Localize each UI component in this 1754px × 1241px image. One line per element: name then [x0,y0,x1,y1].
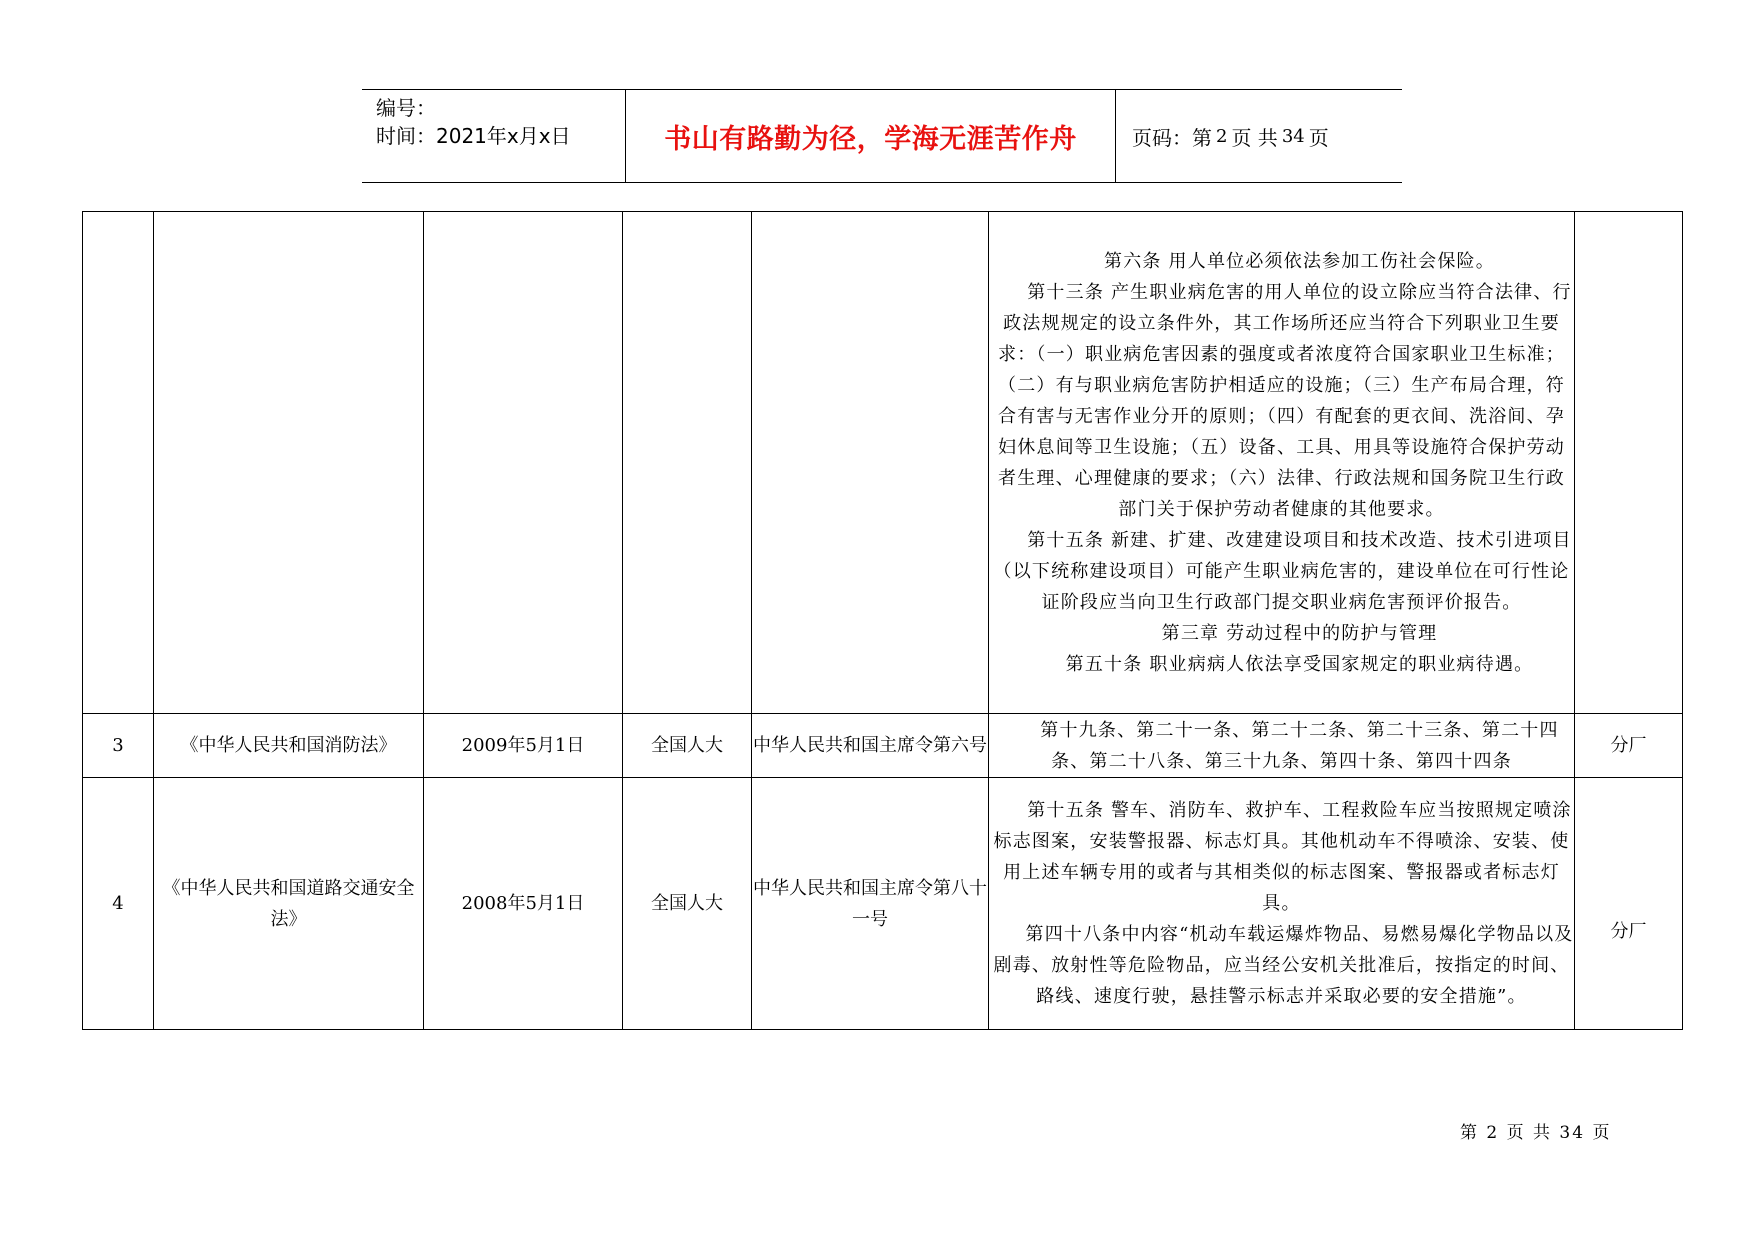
effective-date: 2008年5月1日 [424,778,623,1030]
clause-paragraph: 第十五条 新建、扩建、改建建设项目和技术改造、技术引进项目（以下统称建设项目）可能产生职业病危害的，建设单位在可行性论证阶段应当向卫生行政部门提交职业病危害预评价报告。 [993,529,1572,613]
clause-paragraph: 第十九条、第二十一条、第二十二条、第二十三条、第二十四条、第二十八条、第三十九条、第四十条、第四十四条 [1040,719,1559,772]
clause-paragraph: 第四十八条中内容“机动车载运爆炸物品、易燃易爆化学物品以及剧毒、放射性等危险物品，应当经公安机关批准后，按指定的时间、路线、速度行驶，悬挂警示标志并采取必要的安全措施”。 [993,924,1574,1007]
issuing-authority: 全国人大 [623,778,752,1030]
applicable-department [1575,212,1683,714]
decree-number: 中华人民共和国主席令第六号 [752,714,989,778]
decree-number: 中华人民共和国主席令第八十一号 [752,778,989,1030]
regulations-table [82,211,1683,1030]
page-prefix: 页码：第 [1132,125,1212,150]
table-row [83,778,1683,1030]
header-divider [1115,90,1116,182]
applicable-clauses [989,778,1575,1030]
clause-paragraph: 第十三条 产生职业病危害的用人单位的设立除应当符合法律、行政法规规定的设立条件外，其工作场所还应当符合下列职业卫生要求：（一）职业病危害因素的强度或者浓度符合国家职业卫生标准；（二）有与职业病危害防护相适应的设施；（三）生产布局合理，符合有害与无害作业分开的原则；（四）有配套的更衣间、洗浴间、孕妇休息间等卫生设施；（五）设备、工具、用具等设施符合保护劳动者生理、心理健康的要求；（六）法律、行政法规和国务院卫生行政部门关于保护劳动者健康的其他要求。 [998,281,1572,520]
applicable-clauses [989,714,1575,778]
clause-paragraph: 第六条 用人单位必须依法参加工伤社会保险。 [1104,250,1495,272]
table-row [83,714,1683,778]
row-number [83,212,154,714]
clause-paragraph: 第五十条 职业病病人依法享受国家规定的职业病待遇。 [1065,653,1534,675]
row-number: 4 [83,778,154,1030]
header-meta [376,94,571,150]
row-number: 3 [83,714,154,778]
page-footer: 第 2 页 共 34 页 [1460,1123,1612,1143]
effective-date: 2009年5月1日 [424,714,623,778]
clause-paragraph: 第十五条 警车、消防车、救护车、工程救险车应当按照规定喷涂标志图案，安装警报器、标志灯具。其他机动车不得喷涂、安装、使用上述车辆专用的或者与其相类似的标志图案、警报器或者标志灯具。 [993,800,1572,914]
page-current: 2 [1216,125,1228,147]
document-number-label: 编号： [376,96,436,120]
document-header [362,89,1402,183]
table-row [83,212,1683,714]
effective-date [424,212,623,714]
applicable-department: 分厂 [1575,714,1683,778]
applicable-clauses [989,212,1575,714]
header-motto: 书山有路勤为径，学海无涯苦作舟 [664,123,1077,155]
law-name: 《中华人民共和国消防法》 [154,714,424,778]
page-suffix: 页 [1308,125,1329,150]
clause-paragraph: 第三章 劳动过程中的防护与管理 [1161,622,1438,644]
issuing-authority: 全国人大 [623,714,752,778]
header-page-info [1132,90,1329,182]
law-name: 《中华人民共和国道路交通安全法》 [154,778,424,1030]
applicable-department: 分厂 [1575,778,1683,1030]
decree-number [752,212,989,714]
issuing-authority [623,212,752,714]
page-mid: 页 共 [1231,125,1278,150]
page-total: 34 [1281,125,1305,147]
law-name [154,212,424,714]
document-time-label: 时间：2021年x月x日 [376,124,571,148]
